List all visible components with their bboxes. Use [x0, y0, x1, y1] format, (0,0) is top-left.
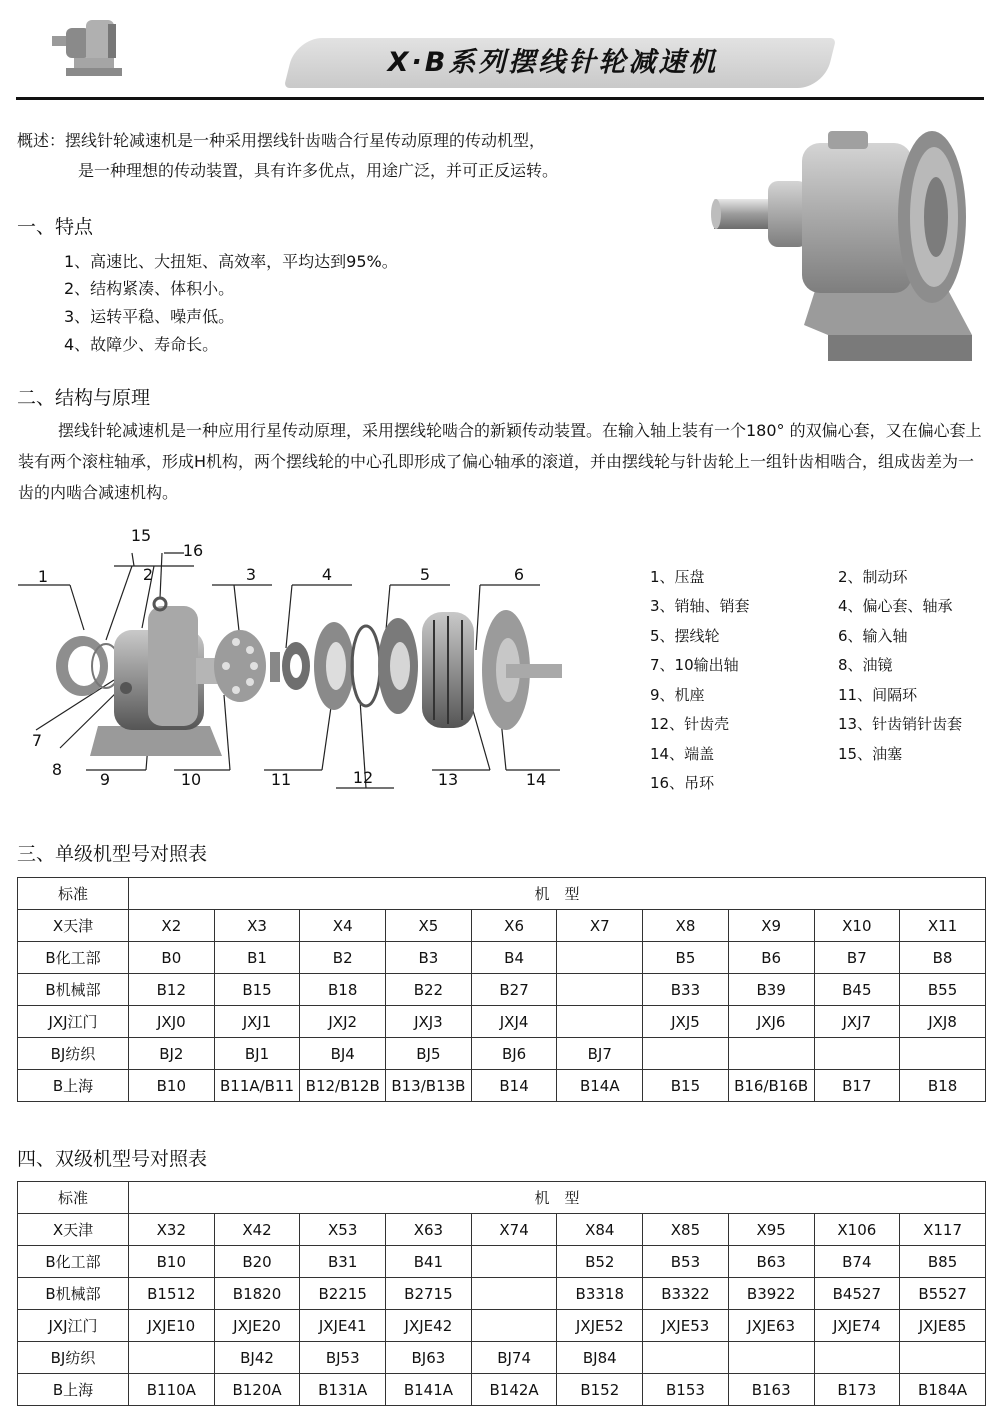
model-cell: JXJ1 — [214, 1006, 300, 1038]
model-cell: B7 — [814, 942, 900, 974]
model-cell: JXJ5 — [643, 1006, 729, 1038]
model-cell: JXJ7 — [814, 1006, 900, 1038]
legend-item: 2、制动环 — [838, 568, 908, 586]
model-cell: B4 — [471, 942, 557, 974]
standard-name-cell: B上海 — [18, 1374, 129, 1406]
model-cell: B55 — [900, 974, 986, 1006]
model-cell: X8 — [643, 910, 729, 942]
table-header-row — [18, 1182, 986, 1214]
standard-name-cell: JXJ江门 — [18, 1310, 129, 1342]
callout-9: 9 — [99, 770, 111, 789]
standard-name-cell: JXJ江门 — [18, 1006, 129, 1038]
legend-item: 5、摆线轮 — [650, 627, 720, 645]
standard-name-cell: X天津 — [18, 1214, 129, 1246]
model-cell: B18 — [900, 1070, 986, 1102]
model-cell: X95 — [728, 1214, 814, 1246]
model-cell: X42 — [214, 1214, 300, 1246]
model-cell: B120A — [214, 1374, 300, 1406]
callout-11: 11 — [270, 770, 292, 789]
standard-name-cell: B机械部 — [18, 974, 129, 1006]
legend-item: 1、压盘 — [650, 568, 705, 586]
model-cell: B63 — [728, 1246, 814, 1278]
standard-name-cell: B机械部 — [18, 1278, 129, 1310]
table-row — [18, 910, 986, 942]
standard-name-cell: BJ纺织 — [18, 1342, 129, 1374]
model-cell — [129, 1342, 215, 1374]
reducer-thumbnail-icon — [48, 14, 124, 80]
standard-name-cell: BJ纺织 — [18, 1038, 129, 1070]
model-cell — [814, 1038, 900, 1070]
model-cell: B131A — [300, 1374, 386, 1406]
model-cell: B12 — [129, 974, 215, 1006]
model-cell: JXJE41 — [300, 1310, 386, 1342]
legend-item: 14、端盖 — [650, 745, 715, 763]
legend-item: 6、输入轴 — [838, 627, 908, 645]
table-header-row — [18, 878, 986, 910]
model-cell: JXJ3 — [386, 1006, 472, 1038]
legend-item: 11、间隔环 — [838, 686, 918, 704]
model-cell: X5 — [386, 910, 472, 942]
model-cell — [471, 1278, 557, 1310]
legend-item: 7、10输出轴 — [650, 656, 739, 674]
model-cell: BJ74 — [471, 1342, 557, 1374]
model-cell: BJ84 — [557, 1342, 643, 1374]
callout-10: 10 — [180, 770, 202, 789]
feature-item: 2、结构紧凑、体积小。 — [64, 279, 235, 298]
double-stage-heading: 四、双级机型号对照表 — [17, 1148, 208, 1170]
table-row — [18, 1374, 986, 1406]
legend-item: 13、针齿销针齿套 — [838, 715, 963, 733]
callout-7: 7 — [31, 731, 43, 750]
model-cell: B27 — [471, 974, 557, 1006]
model-cell — [643, 1342, 729, 1374]
callout-12: 12 — [352, 768, 374, 787]
model-cell: JXJ2 — [300, 1006, 386, 1038]
model-cell — [900, 1038, 986, 1070]
overview-line-1: 概述：摆线针轮减速机是一种采用摆线针齿啮合行星传动原理的传动机型， — [17, 131, 546, 150]
model-cell: B85 — [900, 1246, 986, 1278]
legend-item: 4、偏心套、轴承 — [838, 597, 953, 615]
model-cell: B142A — [471, 1374, 557, 1406]
model-cell: JXJ0 — [129, 1006, 215, 1038]
model-cell: X84 — [557, 1214, 643, 1246]
model-cell — [471, 1310, 557, 1342]
model-cell: X74 — [471, 1214, 557, 1246]
model-cell: B52 — [557, 1246, 643, 1278]
callout-16: 16 — [182, 541, 204, 560]
model-cell: B3922 — [728, 1278, 814, 1310]
model-cell: B45 — [814, 974, 900, 1006]
model-cell: X11 — [900, 910, 986, 942]
single-stage-model-table — [17, 877, 986, 1102]
model-cell: X3 — [214, 910, 300, 942]
model-cell: B163 — [728, 1374, 814, 1406]
model-cell: B11A/B11 — [214, 1070, 300, 1102]
model-cell: JXJE74 — [814, 1310, 900, 1342]
features-heading: 一、特点 — [17, 216, 94, 238]
model-cell — [728, 1038, 814, 1070]
callout-8: 8 — [51, 760, 63, 779]
callout-5: 5 — [419, 565, 431, 584]
model-cell: X4 — [300, 910, 386, 942]
callout-3: 3 — [245, 565, 257, 584]
model-cell: B2215 — [300, 1278, 386, 1310]
feature-item: 3、运转平稳、噪声低。 — [64, 307, 235, 326]
model-cell: B152 — [557, 1374, 643, 1406]
model-cell: B53 — [643, 1246, 729, 1278]
model-cell: B10 — [129, 1246, 215, 1278]
table-row — [18, 974, 986, 1006]
model-cell — [471, 1246, 557, 1278]
model-cell — [557, 974, 643, 1006]
legend-item: 8、油镜 — [838, 656, 893, 674]
model-cell: B1820 — [214, 1278, 300, 1310]
feature-item: 1、高速比、大扭矩、高效率，平均达到95%。 — [64, 252, 398, 271]
model-cell: B18 — [300, 974, 386, 1006]
model-cell: X32 — [129, 1214, 215, 1246]
model-cell: B1 — [214, 942, 300, 974]
model-header-cell: 机 型 — [129, 878, 986, 910]
page-title: X·B系列摆线针轮减速机 — [387, 47, 719, 78]
model-cell: B12/B12B — [300, 1070, 386, 1102]
structure-heading: 二、结构与原理 — [17, 387, 151, 409]
standard-name-cell: B化工部 — [18, 942, 129, 974]
model-cell: B153 — [643, 1374, 729, 1406]
model-cell: B39 — [728, 974, 814, 1006]
table-row — [18, 1342, 986, 1374]
model-cell: JXJE63 — [728, 1310, 814, 1342]
legend-item: 15、油塞 — [838, 745, 903, 763]
legend-item: 12、针齿壳 — [650, 715, 730, 733]
standard-name-cell: B化工部 — [18, 1246, 129, 1278]
feature-item: 4、故障少、寿命长。 — [64, 335, 219, 354]
model-cell: BJ5 — [386, 1038, 472, 1070]
model-cell: B3322 — [643, 1278, 729, 1310]
table-row — [18, 1070, 986, 1102]
legend-item: 3、销轴、销套 — [650, 597, 750, 615]
legend-item: 16、吊环 — [650, 774, 715, 792]
standard-name-cell: X天津 — [18, 910, 129, 942]
model-cell: X63 — [386, 1214, 472, 1246]
model-cell: B4527 — [814, 1278, 900, 1310]
model-cell: JXJE53 — [643, 1310, 729, 1342]
model-cell: JXJE85 — [900, 1310, 986, 1342]
double-stage-model-table — [17, 1181, 986, 1406]
model-cell: B10 — [129, 1070, 215, 1102]
model-cell: B16/B16B — [728, 1070, 814, 1102]
model-cell: JXJE42 — [386, 1310, 472, 1342]
callout-13: 13 — [437, 770, 459, 789]
model-cell — [643, 1038, 729, 1070]
model-header-cell: 机 型 — [129, 1182, 986, 1214]
model-cell: B2715 — [386, 1278, 472, 1310]
model-cell: B3 — [386, 942, 472, 974]
model-cell: B141A — [386, 1374, 472, 1406]
model-cell: X7 — [557, 910, 643, 942]
model-cell: B5 — [643, 942, 729, 974]
model-cell: B3318 — [557, 1278, 643, 1310]
table-row — [18, 1278, 986, 1310]
model-cell — [728, 1342, 814, 1374]
model-cell: JXJ6 — [728, 1006, 814, 1038]
model-cell: BJ7 — [557, 1038, 643, 1070]
standard-header-cell: 标准 — [18, 1182, 129, 1214]
model-cell: B20 — [214, 1246, 300, 1278]
model-cell: B15 — [214, 974, 300, 1006]
table-row — [18, 1006, 986, 1038]
model-cell: B6 — [728, 942, 814, 974]
model-cell: B13/B13B — [386, 1070, 472, 1102]
model-cell: X2 — [129, 910, 215, 942]
model-cell: BJ6 — [471, 1038, 557, 1070]
model-cell: X9 — [728, 910, 814, 942]
model-cell: BJ63 — [386, 1342, 472, 1374]
standard-header-cell: 标准 — [18, 878, 129, 910]
model-cell: B14A — [557, 1070, 643, 1102]
model-cell: JXJ8 — [900, 1006, 986, 1038]
table-row — [18, 1246, 986, 1278]
model-cell: BJ42 — [214, 1342, 300, 1374]
model-cell: B0 — [129, 942, 215, 974]
model-cell: X117 — [900, 1214, 986, 1246]
model-cell: X53 — [300, 1214, 386, 1246]
model-cell: X85 — [643, 1214, 729, 1246]
callout-6: 6 — [513, 565, 525, 584]
exploded-view-diagram — [14, 520, 614, 800]
model-cell: B5527 — [900, 1278, 986, 1310]
model-cell: B2 — [300, 942, 386, 974]
model-cell: B31 — [300, 1246, 386, 1278]
model-cell: B184A — [900, 1374, 986, 1406]
model-cell: B14 — [471, 1070, 557, 1102]
model-cell: B22 — [386, 974, 472, 1006]
structure-paragraph: 摆线针轮减速机是一种应用行星传动原理，采用摆线轮啮合的新颖传动装置。在输入轴上装有一个180° 的双偏心套，又在偏心套上装有两个滚柱轴承，形成H机构，两个摆线轮的中心孔即形成了偏心轴承的滚道，并由摆线轮与针齿轮上一组针齿相啮合，组成齿差为一齿的内啮合减速机构。 — [18, 421, 982, 502]
model-cell: JXJE52 — [557, 1310, 643, 1342]
callout-15: 15 — [130, 526, 152, 545]
model-cell: B8 — [900, 942, 986, 974]
model-cell: BJ4 — [300, 1038, 386, 1070]
model-cell: JXJ4 — [471, 1006, 557, 1038]
standard-name-cell: B上海 — [18, 1070, 129, 1102]
model-cell: BJ53 — [300, 1342, 386, 1374]
model-cell: BJ2 — [129, 1038, 215, 1070]
reducer-product-image — [710, 125, 976, 365]
table-row — [18, 1310, 986, 1342]
model-cell: X6 — [471, 910, 557, 942]
callout-1: 1 — [37, 567, 49, 586]
table-row — [18, 942, 986, 974]
model-cell: X106 — [814, 1214, 900, 1246]
model-cell: JXJE10 — [129, 1310, 215, 1342]
model-cell: B33 — [643, 974, 729, 1006]
header-rule — [16, 97, 984, 100]
model-cell: B173 — [814, 1374, 900, 1406]
model-cell — [557, 1006, 643, 1038]
model-cell — [814, 1342, 900, 1374]
table-row — [18, 1214, 986, 1246]
model-cell: BJ1 — [214, 1038, 300, 1070]
model-cell: B15 — [643, 1070, 729, 1102]
model-cell: B41 — [386, 1246, 472, 1278]
callout-2: 2 — [142, 565, 154, 584]
legend-item: 9、机座 — [650, 686, 705, 704]
model-cell — [900, 1342, 986, 1374]
model-cell: X10 — [814, 910, 900, 942]
overview-line-2: 是一种理想的传动装置，具有许多优点，用途广泛，并可正反运转。 — [78, 161, 559, 180]
model-cell: B17 — [814, 1070, 900, 1102]
callout-4: 4 — [321, 565, 333, 584]
model-cell: JXJE20 — [214, 1310, 300, 1342]
model-cell: B110A — [129, 1374, 215, 1406]
model-cell: B74 — [814, 1246, 900, 1278]
model-cell: B1512 — [129, 1278, 215, 1310]
table-row — [18, 1038, 986, 1070]
model-cell — [557, 942, 643, 974]
single-stage-heading: 三、单级机型号对照表 — [17, 843, 208, 865]
callout-14: 14 — [525, 770, 547, 789]
